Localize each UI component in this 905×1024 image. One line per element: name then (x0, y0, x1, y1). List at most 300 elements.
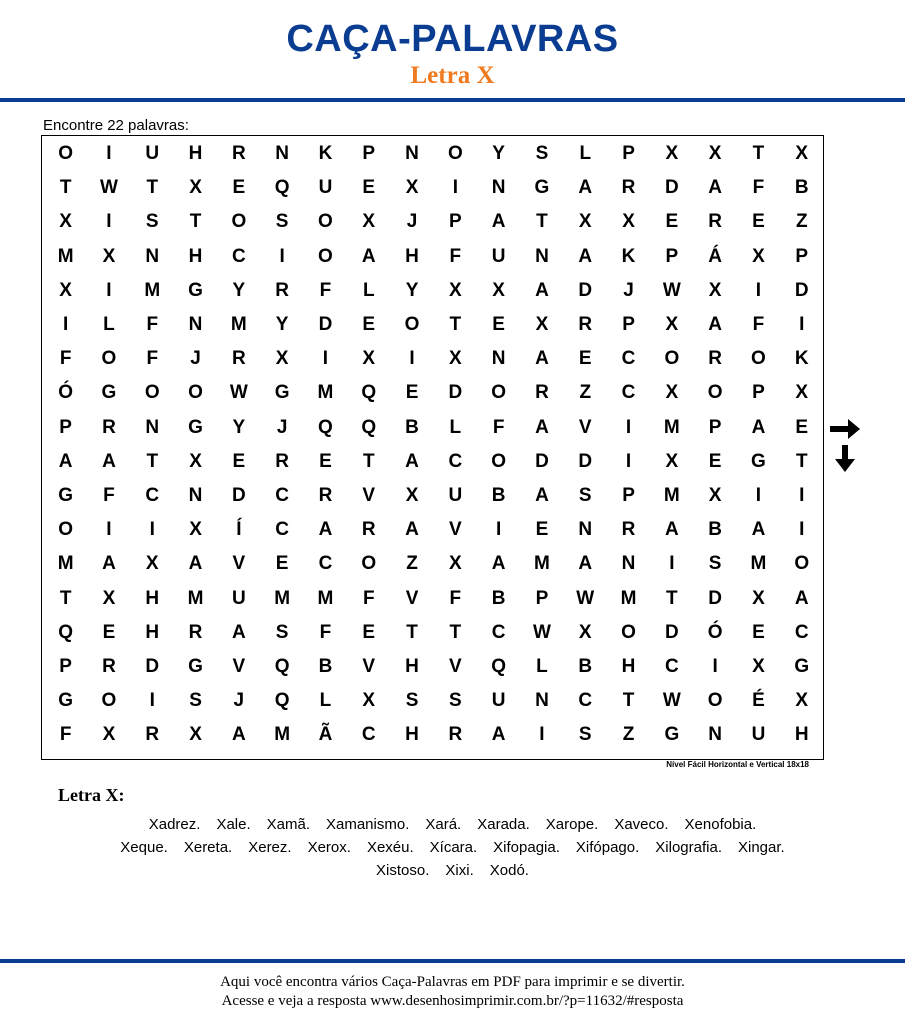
grid-cell[interactable]: A (405, 519, 419, 541)
grid-cell[interactable]: X (448, 553, 462, 575)
grid-cell[interactable]: R (621, 177, 636, 199)
grid-cell[interactable]: X (492, 279, 505, 301)
grid-cell[interactable]: T (59, 177, 72, 199)
grid-cell[interactable]: V (448, 519, 462, 541)
grid-cell[interactable]: I (452, 177, 458, 199)
grid-cell[interactable]: X (708, 485, 722, 506)
grid-cell[interactable]: N (145, 416, 160, 438)
grid-cell[interactable]: Ó (707, 621, 723, 643)
grid-cell[interactable]: X (189, 724, 202, 746)
grid-cell[interactable]: H (405, 245, 419, 267)
grid-cell[interactable]: M (317, 382, 334, 404)
grid-cell[interactable]: V (362, 656, 376, 677)
grid-cell[interactable]: U (751, 724, 766, 746)
grid-cell[interactable]: O (404, 314, 420, 335)
grid-cell[interactable]: Y (405, 279, 419, 301)
grid-cell[interactable]: A (751, 519, 766, 541)
grid-cell[interactable]: I (322, 348, 329, 370)
grid-cell[interactable]: A (794, 587, 809, 609)
grid-cell[interactable]: F (362, 587, 375, 609)
grid-cell[interactable]: A (405, 450, 419, 472)
grid-cell[interactable]: X (362, 348, 376, 370)
grid-cell[interactable]: A (578, 553, 593, 575)
grid-cell[interactable]: X (665, 450, 679, 472)
grid-cell[interactable]: M (534, 553, 550, 575)
grid-cell[interactable]: Q (491, 656, 507, 677)
grid-cell[interactable]: N (491, 177, 506, 199)
grid-cell[interactable]: G (664, 724, 680, 746)
grid-cell[interactable]: S (578, 724, 592, 746)
grid-cell[interactable]: X (795, 382, 809, 404)
grid-cell[interactable]: Ó (58, 382, 74, 404)
grid-cell[interactable]: M (230, 314, 247, 335)
grid-cell[interactable]: E (665, 211, 679, 233)
grid-cell[interactable]: Q (274, 177, 290, 199)
grid-cell[interactable]: G (58, 690, 74, 712)
grid-cell[interactable]: X (752, 656, 765, 677)
grid-cell[interactable]: R (188, 621, 203, 643)
grid-cell[interactable]: T (406, 621, 418, 643)
grid-cell[interactable]: G (188, 656, 203, 677)
grid-cell[interactable]: M (57, 553, 74, 575)
grid-cell[interactable]: E (708, 450, 722, 472)
grid-cell[interactable]: H (794, 724, 809, 746)
grid-cell[interactable]: X (752, 245, 765, 267)
grid-cell[interactable]: X (189, 177, 202, 199)
grid-cell[interactable]: L (579, 143, 592, 164)
grid-cell[interactable]: W (229, 382, 248, 404)
grid-cell[interactable]: X (708, 279, 722, 301)
grid-cell[interactable]: X (145, 553, 159, 575)
grid-cell[interactable]: S (405, 690, 419, 712)
grid-cell[interactable]: D (578, 450, 593, 472)
grid-cell[interactable]: W (576, 587, 595, 609)
grid-cell[interactable]: Y (492, 143, 505, 164)
grid-cell[interactable]: A (102, 553, 116, 575)
grid-cell[interactable]: R (621, 519, 636, 541)
grid-cell[interactable]: D (448, 382, 463, 404)
grid-cell[interactable]: O (144, 382, 160, 404)
grid-cell[interactable]: R (231, 143, 246, 164)
grid-cell[interactable]: E (752, 621, 765, 643)
grid-cell[interactable]: Z (579, 382, 592, 404)
grid-cell[interactable]: N (275, 143, 290, 164)
grid-cell[interactable]: X (535, 314, 549, 335)
grid-cell[interactable]: I (496, 519, 502, 541)
grid-cell[interactable]: A (708, 177, 723, 199)
grid-cell[interactable]: I (106, 211, 112, 233)
grid-cell[interactable]: X (102, 587, 116, 609)
grid-cell[interactable]: F (59, 348, 72, 370)
grid-cell[interactable]: A (491, 211, 506, 233)
grid-cell[interactable]: M (187, 587, 204, 609)
grid-cell[interactable]: E (232, 177, 246, 199)
grid-cell[interactable]: V (232, 656, 246, 677)
grid-cell[interactable]: M (317, 587, 334, 609)
grid-cell[interactable]: C (275, 485, 290, 506)
grid-cell[interactable]: D (708, 587, 723, 609)
grid-cell[interactable]: R (275, 450, 290, 472)
grid-cell[interactable]: O (361, 553, 377, 575)
grid-cell[interactable]: X (362, 690, 376, 712)
grid-cell[interactable]: X (448, 348, 462, 370)
grid-cell[interactable]: X (795, 143, 809, 164)
grid-cell[interactable]: N (188, 485, 203, 506)
grid-cell[interactable]: H (621, 656, 636, 677)
grid-cell[interactable]: Ã (318, 724, 333, 746)
grid-cell[interactable]: D (794, 279, 809, 301)
grid-cell[interactable]: O (318, 245, 333, 267)
grid-cell[interactable]: N (405, 143, 419, 164)
grid-cell[interactable]: A (578, 177, 593, 199)
grid-cell[interactable]: Q (274, 690, 290, 712)
grid-cell[interactable]: R (231, 348, 246, 370)
grid-cell[interactable]: A (664, 519, 679, 541)
grid-cell[interactable]: T (449, 314, 462, 335)
grid-cell[interactable]: O (621, 621, 636, 643)
grid-cell[interactable]: V (578, 416, 592, 438)
grid-cell[interactable]: E (535, 519, 549, 541)
grid-cell[interactable]: I (625, 450, 632, 472)
grid-cell[interactable]: N (708, 724, 723, 746)
grid-cell[interactable]: S (275, 211, 289, 233)
grid-cell[interactable]: G (188, 279, 203, 301)
grid-cell[interactable]: A (491, 553, 506, 575)
grid-cell[interactable]: E (232, 450, 246, 472)
grid-cell[interactable]: Í (236, 519, 242, 541)
grid-cell[interactable]: A (58, 450, 73, 472)
grid-cell[interactable]: C (318, 553, 333, 575)
grid-cell[interactable]: T (189, 211, 202, 233)
grid-cell[interactable]: J (406, 211, 418, 233)
grid-cell[interactable]: I (755, 279, 762, 301)
grid-cell[interactable]: V (448, 656, 462, 677)
grid-cell[interactable]: P (622, 485, 635, 506)
grid-cell[interactable]: T (146, 177, 159, 199)
grid-cell[interactable]: M (663, 485, 680, 506)
grid-cell[interactable]: I (106, 519, 112, 541)
grid-cell[interactable]: F (752, 314, 765, 335)
grid-cell[interactable]: B (708, 519, 723, 541)
grid-cell[interactable]: B (491, 587, 506, 609)
grid-cell[interactable]: O (101, 348, 117, 370)
grid-cell[interactable]: Á (708, 245, 723, 267)
grid-cell[interactable]: I (106, 143, 112, 164)
grid-cell[interactable]: O (707, 382, 723, 404)
grid-cell[interactable]: X (578, 211, 592, 233)
grid-cell[interactable]: K (318, 143, 333, 164)
grid-cell[interactable]: Q (361, 416, 377, 438)
grid-cell[interactable]: E (578, 348, 592, 370)
grid-cell[interactable]: Q (58, 621, 74, 643)
grid-cell[interactable]: X (102, 245, 116, 267)
grid-cell[interactable]: Q (274, 656, 290, 677)
grid-cell[interactable]: C (448, 450, 463, 472)
grid-cell[interactable]: T (795, 450, 808, 472)
grid-cell[interactable]: J (623, 279, 634, 301)
grid-cell[interactable]: F (146, 348, 159, 370)
grid-cell[interactable]: K (621, 245, 636, 267)
grid-cell[interactable]: S (189, 690, 202, 712)
grid-cell[interactable]: B (578, 656, 593, 677)
grid-cell[interactable]: M (144, 279, 161, 301)
grid-cell[interactable]: D (664, 621, 679, 643)
grid-cell[interactable]: A (361, 245, 376, 267)
grid-cell[interactable]: T (752, 143, 765, 164)
grid-cell[interactable]: J (190, 348, 201, 370)
grid-cell[interactable]: N (491, 348, 506, 370)
grid-cell[interactable]: A (535, 416, 549, 438)
grid-cell[interactable]: X (665, 382, 679, 404)
grid-cell[interactable]: F (449, 587, 462, 609)
grid-cell[interactable]: N (578, 519, 593, 541)
grid-cell[interactable]: C (621, 348, 636, 370)
grid-cell[interactable]: E (362, 314, 376, 335)
grid-cell[interactable]: A (535, 348, 549, 370)
grid-cell[interactable]: O (707, 690, 723, 712)
grid-cell[interactable]: T (146, 450, 159, 472)
grid-cell[interactable]: O (231, 211, 247, 233)
grid-cell[interactable]: E (405, 382, 419, 404)
grid-cell[interactable]: X (665, 314, 679, 335)
grid-cell[interactable]: G (751, 450, 766, 472)
grid-cell[interactable]: M (274, 587, 291, 609)
grid-cell[interactable]: A (231, 724, 246, 746)
grid-cell[interactable]: Z (406, 553, 418, 575)
grid-cell[interactable]: D (535, 450, 549, 472)
grid-cell[interactable]: E (102, 621, 116, 643)
grid-cell[interactable]: N (535, 245, 549, 267)
grid-cell[interactable]: W (99, 177, 118, 199)
grid-cell[interactable]: F (752, 177, 765, 199)
grid-cell[interactable]: R (448, 724, 463, 746)
grid-cell[interactable]: Y (275, 314, 289, 335)
grid-cell[interactable]: X (189, 519, 202, 541)
grid-cell[interactable]: A (231, 621, 246, 643)
grid-cell[interactable]: H (188, 245, 203, 267)
grid-cell[interactable]: W (532, 621, 551, 643)
grid-cell[interactable]: T (622, 690, 635, 712)
grid-cell[interactable]: R (102, 656, 116, 677)
grid-cell[interactable]: K (794, 348, 809, 370)
grid-cell[interactable]: S (535, 143, 549, 164)
grid-cell[interactable]: P (622, 314, 635, 335)
grid-cell[interactable]: C (578, 690, 593, 712)
grid-cell[interactable]: P (362, 143, 376, 164)
grid-cell[interactable]: U (145, 143, 160, 164)
grid-cell[interactable]: F (59, 724, 72, 746)
grid-cell[interactable]: D (145, 656, 160, 677)
grid-cell[interactable]: P (59, 656, 72, 677)
grid-cell[interactable]: H (145, 587, 160, 609)
grid-cell[interactable]: I (279, 245, 285, 267)
grid-cell[interactable]: F (492, 416, 505, 438)
grid-cell[interactable]: F (449, 245, 462, 267)
grid-cell[interactable]: R (102, 416, 116, 438)
grid-cell[interactable]: X (189, 450, 202, 472)
grid-cell[interactable]: H (405, 656, 419, 677)
grid-cell[interactable]: M (57, 245, 74, 267)
grid-cell[interactable]: Y (232, 416, 246, 438)
grid-cell[interactable]: R (708, 211, 723, 233)
grid-cell[interactable]: E (752, 211, 765, 233)
grid-cell[interactable]: X (275, 348, 289, 370)
grid-cell[interactable]: S (708, 553, 722, 575)
grid-cell[interactable]: N (145, 245, 160, 267)
grid-cell[interactable]: I (712, 656, 718, 677)
grid-cell[interactable]: J (276, 416, 288, 438)
grid-cell[interactable]: V (362, 485, 376, 506)
grid-cell[interactable]: X (665, 143, 679, 164)
grid-cell[interactable]: P (59, 416, 72, 438)
grid-cell[interactable]: H (188, 143, 203, 164)
grid-cell[interactable]: Z (622, 724, 635, 746)
grid-cell[interactable]: U (448, 485, 463, 506)
grid-cell[interactable]: L (449, 416, 462, 438)
grid-cell[interactable]: A (708, 314, 723, 335)
grid-cell[interactable]: C (794, 621, 809, 643)
grid-cell[interactable]: G (274, 382, 290, 404)
grid-cell[interactable]: O (794, 553, 810, 575)
grid-cell[interactable]: I (755, 485, 762, 506)
grid-cell[interactable]: C (275, 519, 290, 541)
grid-cell[interactable]: O (751, 348, 766, 370)
grid-cell[interactable]: U (491, 690, 506, 712)
grid-cell[interactable]: I (409, 348, 415, 370)
grid-cell[interactable]: A (751, 416, 766, 438)
grid-cell[interactable]: C (664, 656, 679, 677)
grid-cell[interactable]: Z (795, 211, 808, 233)
grid-cell[interactable]: A (491, 724, 506, 746)
grid-cell[interactable]: A (318, 519, 333, 541)
grid-cell[interactable]: X (59, 279, 72, 301)
grid-cell[interactable]: U (318, 177, 333, 199)
grid-cell[interactable]: I (106, 279, 112, 301)
grid-cell[interactable]: G (794, 656, 810, 677)
grid-cell[interactable]: O (58, 519, 74, 541)
grid-cell[interactable]: D (231, 485, 246, 506)
grid-cell[interactable]: M (663, 416, 680, 438)
grid-cell[interactable]: R (275, 279, 290, 301)
grid-cell[interactable]: R (578, 314, 593, 335)
grid-cell[interactable]: X (102, 724, 116, 746)
grid-cell[interactable]: F (319, 279, 332, 301)
grid-cell[interactable]: O (491, 450, 507, 472)
grid-cell[interactable]: T (536, 211, 548, 233)
grid-cell[interactable]: C (231, 245, 246, 267)
grid-cell[interactable]: D (578, 279, 593, 301)
grid-cell[interactable]: É (752, 690, 765, 712)
grid-cell[interactable]: E (492, 314, 505, 335)
grid-cell[interactable]: I (799, 485, 805, 506)
grid-cell[interactable]: P (448, 211, 462, 233)
grid-cell[interactable]: G (534, 177, 550, 199)
grid-cell[interactable]: T (449, 621, 462, 643)
grid-cell[interactable]: G (188, 416, 203, 438)
grid-cell[interactable]: L (536, 656, 548, 677)
grid-cell[interactable]: A (535, 485, 549, 506)
grid-cell[interactable]: E (362, 621, 376, 643)
grid-cell[interactable]: I (149, 690, 155, 712)
grid-cell[interactable]: B (318, 656, 333, 677)
grid-cell[interactable]: R (535, 382, 549, 404)
grid-cell[interactable]: T (666, 587, 678, 609)
grid-cell[interactable]: B (794, 177, 809, 199)
grid-cell[interactable]: S (145, 211, 159, 233)
grid-cell[interactable]: T (362, 450, 375, 472)
grid-cell[interactable]: A (188, 553, 203, 575)
grid-cell[interactable]: C (145, 485, 160, 506)
grid-cell[interactable]: N (621, 553, 636, 575)
grid-cell[interactable]: Q (318, 416, 333, 438)
grid-cell[interactable]: N (535, 690, 549, 712)
grid-cell[interactable]: D (318, 314, 333, 335)
grid-cell[interactable]: P (665, 245, 679, 267)
grid-cell[interactable]: I (799, 519, 805, 541)
grid-cell[interactable]: D (664, 177, 679, 199)
grid-cell[interactable]: Q (361, 382, 377, 404)
grid-cell[interactable]: I (149, 519, 155, 541)
grid-cell[interactable]: I (63, 314, 69, 335)
grid-cell[interactable]: O (101, 690, 117, 712)
grid-cell[interactable]: B (491, 485, 506, 506)
grid-cell[interactable]: P (795, 245, 809, 267)
grid-cell[interactable]: M (750, 553, 767, 575)
grid-cell[interactable]: E (362, 177, 376, 199)
grid-cell[interactable]: F (103, 485, 115, 506)
grid-cell[interactable]: L (103, 314, 115, 335)
grid-cell[interactable]: L (362, 279, 375, 301)
grid-cell[interactable]: O (318, 211, 333, 233)
grid-cell[interactable]: X (795, 690, 809, 712)
grid-cell[interactable]: S (448, 690, 462, 712)
grid-cell[interactable]: A (102, 450, 116, 472)
grid-cell[interactable]: V (232, 553, 246, 575)
grid-cell[interactable]: I (625, 416, 632, 438)
grid-cell[interactable]: S (578, 485, 592, 506)
grid-cell[interactable]: A (535, 279, 549, 301)
grid-cell[interactable]: P (752, 382, 765, 404)
grid-cell[interactable]: S (275, 621, 289, 643)
grid-cell[interactable]: P (535, 587, 549, 609)
grid-cell[interactable]: L (319, 690, 332, 712)
grid-cell[interactable]: C (491, 621, 506, 643)
grid-cell[interactable]: F (146, 314, 159, 335)
grid-cell[interactable]: H (145, 621, 160, 643)
grid-cell[interactable]: J (233, 690, 245, 712)
grid-cell[interactable]: X (448, 279, 462, 301)
grid-cell[interactable]: W (662, 690, 681, 712)
grid-cell[interactable]: X (362, 211, 376, 233)
grid-cell[interactable]: G (58, 485, 74, 506)
grid-cell[interactable]: M (274, 724, 291, 746)
grid-cell[interactable]: R (318, 485, 333, 506)
grid-cell[interactable]: I (669, 553, 675, 575)
grid-cell[interactable]: P (708, 416, 722, 438)
grid-cell[interactable]: X (578, 621, 592, 643)
grid-cell[interactable]: X (59, 211, 72, 233)
grid-cell[interactable]: O (664, 348, 680, 370)
grid-cell[interactable]: X (405, 485, 419, 506)
grid-cell[interactable]: C (621, 382, 636, 404)
grid-cell[interactable]: G (101, 382, 117, 404)
grid-cell[interactable]: B (405, 416, 419, 438)
grid-cell[interactable]: U (231, 587, 246, 609)
grid-cell[interactable]: R (361, 519, 376, 541)
grid-cell[interactable]: H (405, 724, 419, 746)
grid-cell[interactable]: T (59, 587, 72, 609)
grid-cell[interactable]: E (795, 416, 809, 438)
